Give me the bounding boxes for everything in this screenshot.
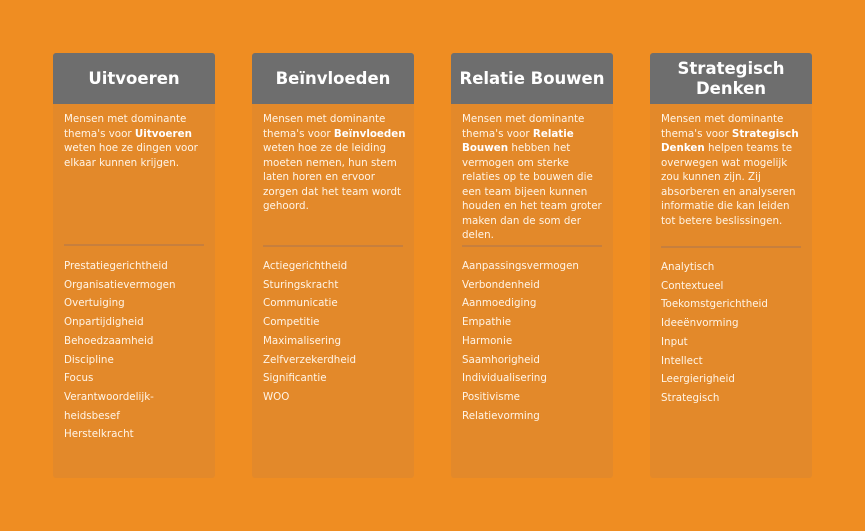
theme-list-item: Toekomstgerichtheid <box>661 298 768 311</box>
theme-list-item: Verbondenheid <box>462 278 540 291</box>
theme-list-item: Maximalisering <box>263 334 342 347</box>
divider <box>263 245 403 247</box>
theme-list-item: Competitie <box>263 316 320 329</box>
card-uitvoeren <box>53 53 215 478</box>
card-title: Uitvoeren <box>53 53 215 104</box>
card-description: Mensen met dominante thema's voor Beïnvloeden weten hoe ze de leiding moeten nemen, hun stem laten horen en ervoor zorgen dat het team wordt gehoord. <box>263 113 406 212</box>
theme-list-item: Actiegerichtheid <box>263 260 348 272</box>
theme-list-item: Contextueel <box>661 279 724 292</box>
theme-list <box>462 257 607 425</box>
theme-name: Beïnvloeden <box>333 127 406 140</box>
theme-list-item: Leergierigheid <box>661 373 735 386</box>
theme-list-item: Aanmoediging <box>462 297 537 310</box>
theme-list-item: Discipline <box>64 353 114 366</box>
card-description: Mensen met dominante thema's voor Uitvoeren weten hoe ze dingen voor elkaar kunnen krijgen. <box>64 113 198 169</box>
card-description: Mensen met dominante thema's voor Relatie Bouwen hebben het vermogen om sterke relaties op te bouwen die een team bijeen kunnen houden en het team groter maken dan de som der delen. <box>462 113 602 241</box>
theme-list-item: Positivisme <box>462 390 520 403</box>
card-title: Strategisch Denken <box>650 53 812 104</box>
theme-name: Strategisch Denken <box>661 127 799 154</box>
card-beinvloeden <box>252 53 414 478</box>
theme-list-item: Herstelkracht <box>64 428 134 441</box>
theme-list-item: Behoedzaamheid <box>64 334 154 347</box>
theme-list-item: Verantwoordelijk- <box>64 390 154 403</box>
card-strategisch-denken <box>650 53 812 478</box>
theme-list-item: Input <box>661 335 688 348</box>
theme-list-item: Analytisch <box>661 261 715 273</box>
theme-list-item: heidsbesef <box>64 409 120 422</box>
divider <box>64 244 204 246</box>
theme-list-item: Prestatiegerichtheid <box>64 260 168 272</box>
theme-list-item: Overtuiging <box>64 297 125 310</box>
theme-list-item: Strategisch <box>661 391 720 404</box>
theme-list-item: Organisatievermogen <box>64 278 176 291</box>
theme-list-item: Focus <box>64 372 94 385</box>
theme-list-item: Harmonie <box>462 334 513 347</box>
theme-list-item: WOO <box>263 390 290 403</box>
theme-list-item: Onpartijdigheid <box>64 316 144 329</box>
theme-list-item: Sturingskracht <box>263 278 339 291</box>
theme-list-item: Intellect <box>661 354 703 367</box>
theme-list-item: Empathie <box>462 316 512 329</box>
divider <box>462 245 602 247</box>
theme-list-item: Communicatie <box>263 297 338 310</box>
theme-name: Uitvoeren <box>134 127 192 140</box>
divider <box>661 246 801 248</box>
theme-list <box>64 257 209 444</box>
theme-list-item: Relatievorming <box>462 409 540 422</box>
theme-list-item: Individualisering <box>462 372 547 385</box>
theme-list-item: Saamhorigheid <box>462 353 540 366</box>
theme-list-item: Aanpassingsvermogen <box>462 260 579 272</box>
theme-list <box>661 258 806 408</box>
card-description: Mensen met dominante thema's voor Strategisch Denken helpen teams te overwegen wat mogelijk zou kunnen zijn. Zij absorberen en analyseren informatie die kan leiden tot betere beslissingen. <box>661 113 799 227</box>
theme-list-item: Ideeënvorming <box>661 317 739 330</box>
theme-list-item: Significantie <box>263 372 327 385</box>
theme-list-item: Zelfverzekerdheid <box>263 353 357 366</box>
theme-list <box>263 257 408 407</box>
theme-name: Relatie Bouwen <box>462 127 574 154</box>
card-title: Relatie Bouwen <box>451 53 613 104</box>
card-title: Beïnvloeden <box>252 53 414 104</box>
card-relatie-bouwen <box>451 53 613 478</box>
